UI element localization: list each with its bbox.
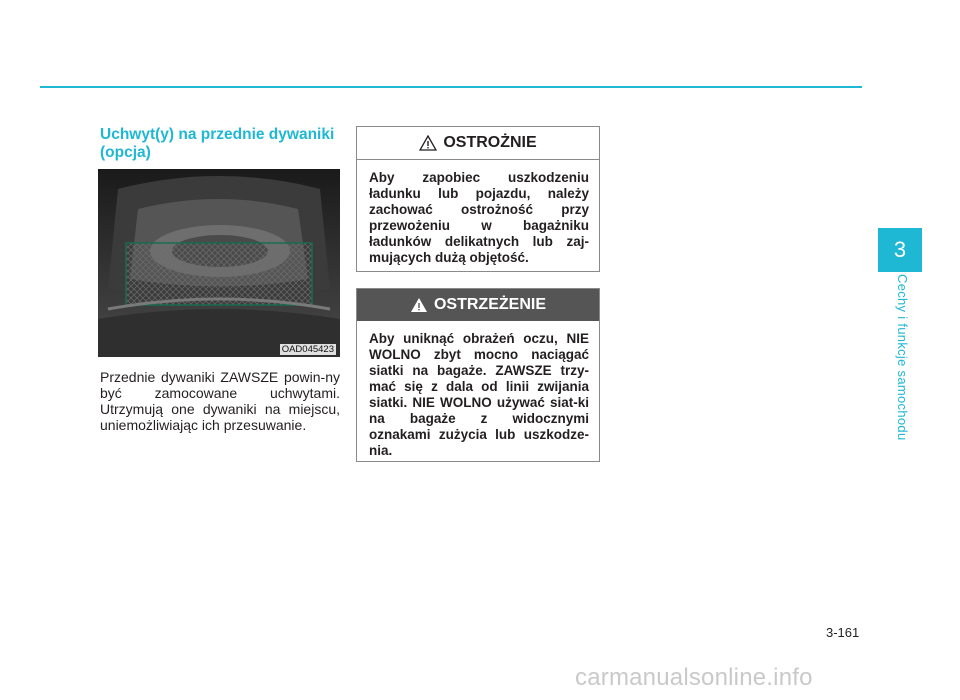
caution-heading: OSTROŻNIE	[443, 134, 537, 151]
trunk-photo	[98, 169, 340, 357]
chapter-tab	[878, 228, 922, 272]
warning-triangle-icon	[410, 297, 428, 313]
warning-heading: OSTRZEŻENIE	[433, 296, 546, 313]
section-title: Uchwyt(y) na przednie dywaniki (opcja)	[100, 126, 335, 161]
image-code: OAD045423	[281, 344, 334, 355]
caution-header	[357, 127, 599, 160]
top-rule	[40, 86, 862, 88]
page-number: 3-161	[826, 625, 860, 640]
caution-box	[356, 126, 600, 272]
watermark: carmanualsonline.info	[575, 664, 813, 691]
chapter-label: Cechy i funkcje samochodu	[895, 274, 910, 441]
caution-text: Aby zapobiec uszkodzeniu ładunku lub pojazdu, należy zachować ostrożność przy przewożeniu w bagażniku ładunków delikatnych lub zaj-mujących dużą objętość.	[369, 170, 589, 265]
section-body: Przednie dywaniki ZAWSZE powin-ny być zamocowane uchwytami. Utrzymują one dywaniki na miejscu, uniemożliwiając ich przesuwanie.	[100, 369, 340, 433]
warning-header	[357, 289, 599, 321]
caution-triangle-icon	[419, 135, 437, 151]
trunk-illustration	[98, 169, 340, 357]
warning-box	[356, 288, 600, 462]
warning-text: Aby uniknąć obrażeń oczu, NIE WOLNO zbyt mocno naciągać siatki na bagaże. ZAWSZE trzy-mać się z dala od linii zwijania siatki. NIE WOLNO używać siat-ki na bagaże z widocznymi oznakami zużycia lub uszkodze-nia.	[369, 331, 589, 458]
chapter-number: 3	[893, 237, 907, 262]
